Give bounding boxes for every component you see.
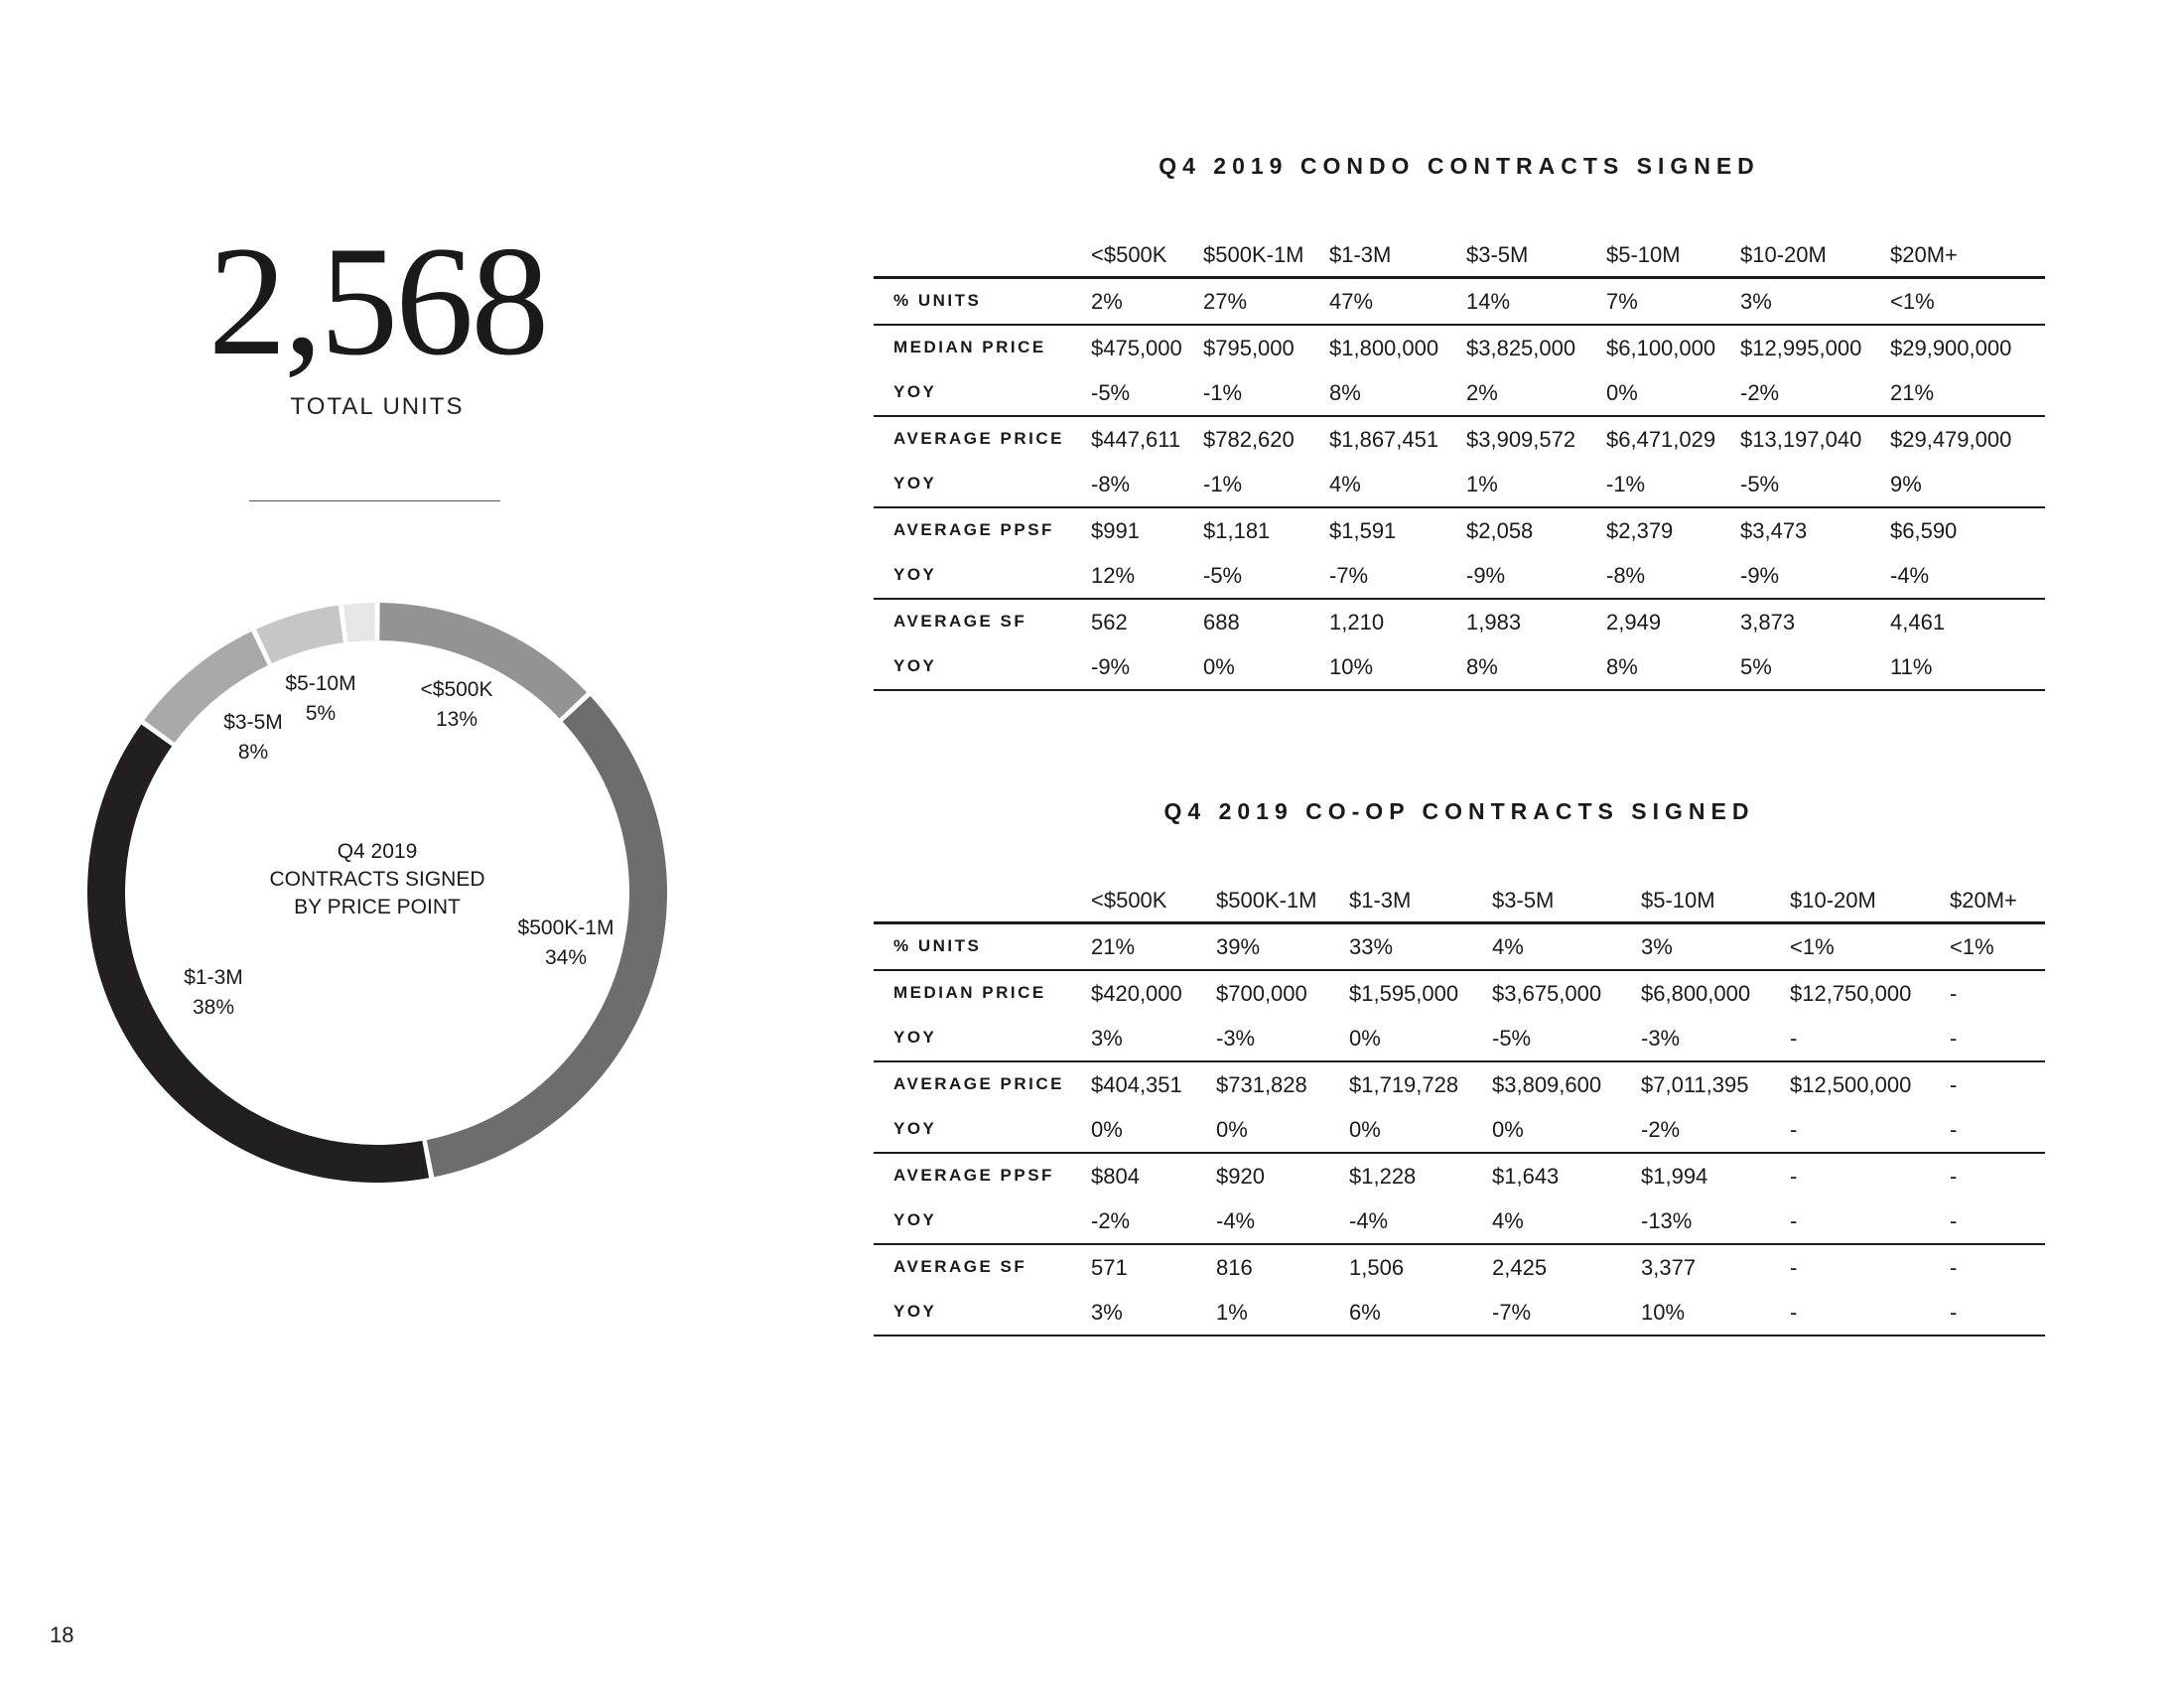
table-cell: $1,643 [1492,1164,1560,1189]
table-cell: 0% [1203,654,1235,679]
table-cell: 27% [1203,289,1248,314]
column-header: $10-20M [1740,242,1827,267]
table-cell: 688 [1203,610,1240,634]
table-cell: $6,471,029 [1606,427,1716,452]
table-cell: $1,719,728 [1349,1072,1459,1097]
table-row [874,553,2045,598]
table-row [874,417,2045,462]
table-header-row [874,236,2045,279]
column-header: $10-20M [1790,888,1876,913]
table-cell: -5% [1492,1026,1532,1051]
table-cell: 3% [1091,1026,1123,1051]
table-row [874,1062,2045,1107]
table-row [874,1245,2045,1290]
table-cell: 8% [1329,380,1361,405]
row-label: YOY [893,1302,937,1321]
table-cell: 0% [1349,1026,1381,1051]
table-cell: $12,750,000 [1790,981,1912,1006]
table-cell: $12,500,000 [1790,1072,1912,1097]
page-number: 18 [50,1622,74,1647]
table-cell: <1% [1950,934,1994,959]
slice-label-5-10m [276,669,365,729]
table-cell: 0% [1492,1117,1524,1142]
table-cell: $29,900,000 [1890,336,2012,360]
table-cell: -5% [1091,380,1131,405]
table-cell: 11% [1890,654,1933,679]
row-label: MEDIAN PRICE [893,983,1046,1002]
table-cell: $2,379 [1606,518,1674,543]
table-cell: $3,473 [1740,518,1808,543]
table-row [874,971,2045,1016]
row-label: % UNITS [893,291,982,310]
chart-title-line: Q4 2019 [337,840,418,863]
table-cell: 3% [1740,289,1772,314]
table-row-group [874,1154,2045,1245]
table-cell: $1,867,451 [1329,427,1439,452]
column-header: $3-5M [1492,888,1555,913]
table-cell: $1,595,000 [1349,981,1459,1006]
row-label: AVERAGE PRICE [893,1074,1064,1093]
table-cell: 33% [1349,934,1394,959]
total-units-label: TOTAL UNITS [290,393,465,420]
table-cell: $920 [1216,1164,1265,1189]
row-label: AVERAGE SF [893,612,1027,631]
table-cell: 7% [1606,289,1638,314]
column-header: <$500K [1091,242,1167,267]
table-cell: -9% [1091,654,1131,679]
slice-value: 34% [544,946,588,969]
table-cell: 21% [1890,380,1935,405]
table-row [874,279,2045,324]
table-cell: $3,825,000 [1466,336,1576,360]
slice-value: 8% [237,741,269,764]
slice-category: $5-10M [285,672,356,695]
table-cell: $447,611 [1091,427,1181,452]
table-row [874,462,2045,506]
table-cell: 5% [1740,654,1772,679]
table-cell: 3% [1091,1300,1123,1325]
table-cell: -9% [1740,563,1780,588]
row-label: YOY [893,1119,937,1138]
table-row-group [874,600,2045,691]
table-cell: $7,011,395 [1641,1072,1749,1097]
chart-center-title [228,838,526,921]
table-row [874,1107,2045,1152]
table-row-group [874,508,2045,600]
table-cell: -7% [1329,563,1369,588]
row-label: AVERAGE PPSF [893,520,1054,539]
table-row-group [874,417,2045,508]
table-cell: 571 [1091,1255,1128,1280]
table-cell: -13% [1641,1208,1693,1233]
table-cell: 4% [1329,472,1361,496]
table-cell: - [1790,1255,1798,1280]
column-header: $1-3M [1349,888,1412,913]
table-cell: $2,058 [1466,518,1534,543]
table-cell: - [1950,1255,1958,1280]
table-cell: $475,000 [1091,336,1182,360]
table-cell: $6,800,000 [1641,981,1751,1006]
table-cell: -3% [1641,1026,1681,1051]
table-cell: -3% [1216,1026,1256,1051]
table-cell: 39% [1216,934,1261,959]
table-cell: $731,828 [1216,1072,1307,1097]
table-cell: 1% [1216,1300,1248,1325]
table-cell: $6,100,000 [1606,336,1716,360]
table-header-row [874,882,2045,924]
coop-table-title: Q4 2019 CO-OP CONTRACTS SIGNED [1163,798,1755,824]
table-cell: $13,197,040 [1740,427,1862,452]
row-label: MEDIAN PRICE [893,338,1046,356]
table-row [874,1290,2045,1335]
table-cell: $3,909,572 [1466,427,1576,452]
table-cell: -1% [1203,380,1243,405]
row-label: YOY [893,565,937,584]
table-cell: $795,000 [1203,336,1295,360]
table-cell: 4% [1492,1208,1524,1233]
slice-category: $500K-1M [517,916,614,939]
row-label: YOY [893,656,937,675]
table-cell: 4% [1492,934,1524,959]
table-cell: $991 [1091,518,1140,543]
table-cell: $12,995,000 [1740,336,1862,360]
slice-label-under-500k [402,675,511,735]
column-header: $3-5M [1466,242,1529,267]
table-cell: 1% [1466,472,1498,496]
table-cell: 562 [1091,610,1128,634]
table-cell: 2% [1466,380,1498,405]
donut-slice-4 [256,606,343,664]
table-cell: $29,479,000 [1890,427,2012,452]
slice-value: 38% [192,996,235,1019]
table-cell: - [1950,1208,1958,1233]
chart-title-line: CONTRACTS SIGNED [269,868,485,891]
table-row [874,370,2045,415]
table-cell: $6,590 [1890,518,1958,543]
table-cell: - [1950,981,1958,1006]
table-cell: -8% [1606,563,1646,588]
table-cell: -9% [1466,563,1506,588]
table-cell: - [1950,1117,1958,1142]
row-label: YOY [893,474,937,492]
table-cell: - [1790,1208,1798,1233]
table-cell: 10% [1329,654,1374,679]
table-cell: - [1950,1164,1958,1189]
column-header: $5-10M [1641,888,1715,913]
table-cell: -5% [1740,472,1780,496]
table-cell: 1,210 [1329,610,1385,634]
row-label: % UNITS [893,936,982,955]
table-cell: 0% [1349,1117,1381,1142]
table-cell: 8% [1606,654,1638,679]
donut-slice-5 [343,603,375,642]
table-row-group [874,326,2045,417]
table-cell: 9% [1890,472,1922,496]
table-cell: 3,873 [1740,610,1796,634]
row-label: AVERAGE SF [893,1257,1027,1276]
table-cell: $404,351 [1091,1072,1182,1097]
table-cell: -5% [1203,563,1243,588]
table-cell: -2% [1641,1117,1681,1142]
table-cell: 1,983 [1466,610,1522,634]
table-cell: $3,809,600 [1492,1072,1602,1097]
condo-table-title: Q4 2019 CONDO CONTRACTS SIGNED [1159,153,1760,179]
donut-slice-2 [87,724,429,1183]
total-units-value: 2,568 [207,214,547,388]
row-label: YOY [893,1210,937,1229]
table-cell: -4% [1890,563,1930,588]
table-row [874,326,2045,370]
table-cell: 14% [1466,289,1511,314]
table-cell: 0% [1091,1117,1123,1142]
table-cell: - [1950,1026,1958,1051]
table-cell: 47% [1329,289,1374,314]
table-cell: $804 [1091,1164,1140,1189]
table-row [874,1198,2045,1243]
table-cell: 6% [1349,1300,1381,1325]
slice-category: $1-3M [184,966,243,989]
table-cell: 4,461 [1890,610,1946,634]
table-row-group [874,1062,2045,1154]
table-cell: $3,675,000 [1492,981,1602,1006]
table-cell: $1,181 [1203,518,1271,543]
table-cell: 2,949 [1606,610,1662,634]
table-cell: 2,425 [1492,1255,1548,1280]
table-cell: -8% [1091,472,1131,496]
table-cell: <1% [1790,934,1835,959]
table-cell: 0% [1216,1117,1248,1142]
slice-value: 13% [435,708,478,731]
slice-category: $3-5M [223,711,283,734]
row-label: AVERAGE PPSF [893,1166,1054,1185]
row-label: YOY [893,382,937,401]
table-cell: $700,000 [1216,981,1307,1006]
table-cell: 10% [1641,1300,1686,1325]
table-cell: -2% [1091,1208,1131,1233]
table-cell: -4% [1349,1208,1389,1233]
table-row-group [874,1245,2045,1336]
column-header: $20M+ [1890,242,1958,267]
table-cell: 21% [1091,934,1136,959]
table-cell: 3,377 [1641,1255,1697,1280]
table-cell: $1,800,000 [1329,336,1439,360]
table-row [874,644,2045,689]
table-row [874,508,2045,553]
table-cell: -2% [1740,380,1780,405]
table-cell: 3% [1641,934,1673,959]
table-row [874,1154,2045,1198]
table-row [874,924,2045,969]
table-cell: 1,506 [1349,1255,1405,1280]
column-header: $500K-1M [1216,888,1317,913]
column-header: $5-10M [1606,242,1681,267]
table-row-group [874,924,2045,971]
table-cell: $420,000 [1091,981,1182,1006]
table-cell: - [1790,1164,1798,1189]
column-header: <$500K [1091,888,1167,913]
table-cell: $1,591 [1329,518,1397,543]
table-cell: - [1950,1072,1958,1097]
table-cell: 12% [1091,563,1136,588]
table-cell: $782,620 [1203,427,1295,452]
row-label: AVERAGE PRICE [893,429,1064,448]
table-row [874,600,2045,644]
table-cell: 0% [1606,380,1638,405]
table-row-group [874,971,2045,1062]
table-cell: 2% [1091,289,1123,314]
table-cell: -7% [1492,1300,1532,1325]
slice-category: <$500K [420,678,493,701]
table-cell: 816 [1216,1255,1253,1280]
condo-contracts-table [874,236,2045,691]
slice-label-500k-1m [506,914,625,973]
table-cell: <1% [1890,289,1935,314]
table-cell: $1,228 [1349,1164,1417,1189]
table-cell: -4% [1216,1208,1256,1233]
column-header: $500K-1M [1203,242,1304,267]
table-cell: - [1790,1300,1798,1325]
column-header: $20M+ [1950,888,2017,913]
column-header: $1-3M [1329,242,1392,267]
row-label: YOY [893,1028,937,1047]
table-cell: -1% [1203,472,1243,496]
slice-label-1-3m [169,963,258,1023]
table-cell: -1% [1606,472,1646,496]
table-cell: - [1790,1117,1798,1142]
table-cell: $1,994 [1641,1164,1708,1189]
chart-title-line: BY PRICE POINT [294,896,461,918]
slice-value: 5% [305,702,337,725]
table-row [874,1016,2045,1060]
coop-contracts-table [874,882,2045,1336]
table-row-group [874,279,2045,326]
table-cell: - [1790,1026,1798,1051]
table-cell: - [1950,1300,1958,1325]
table-cell: 8% [1466,654,1498,679]
